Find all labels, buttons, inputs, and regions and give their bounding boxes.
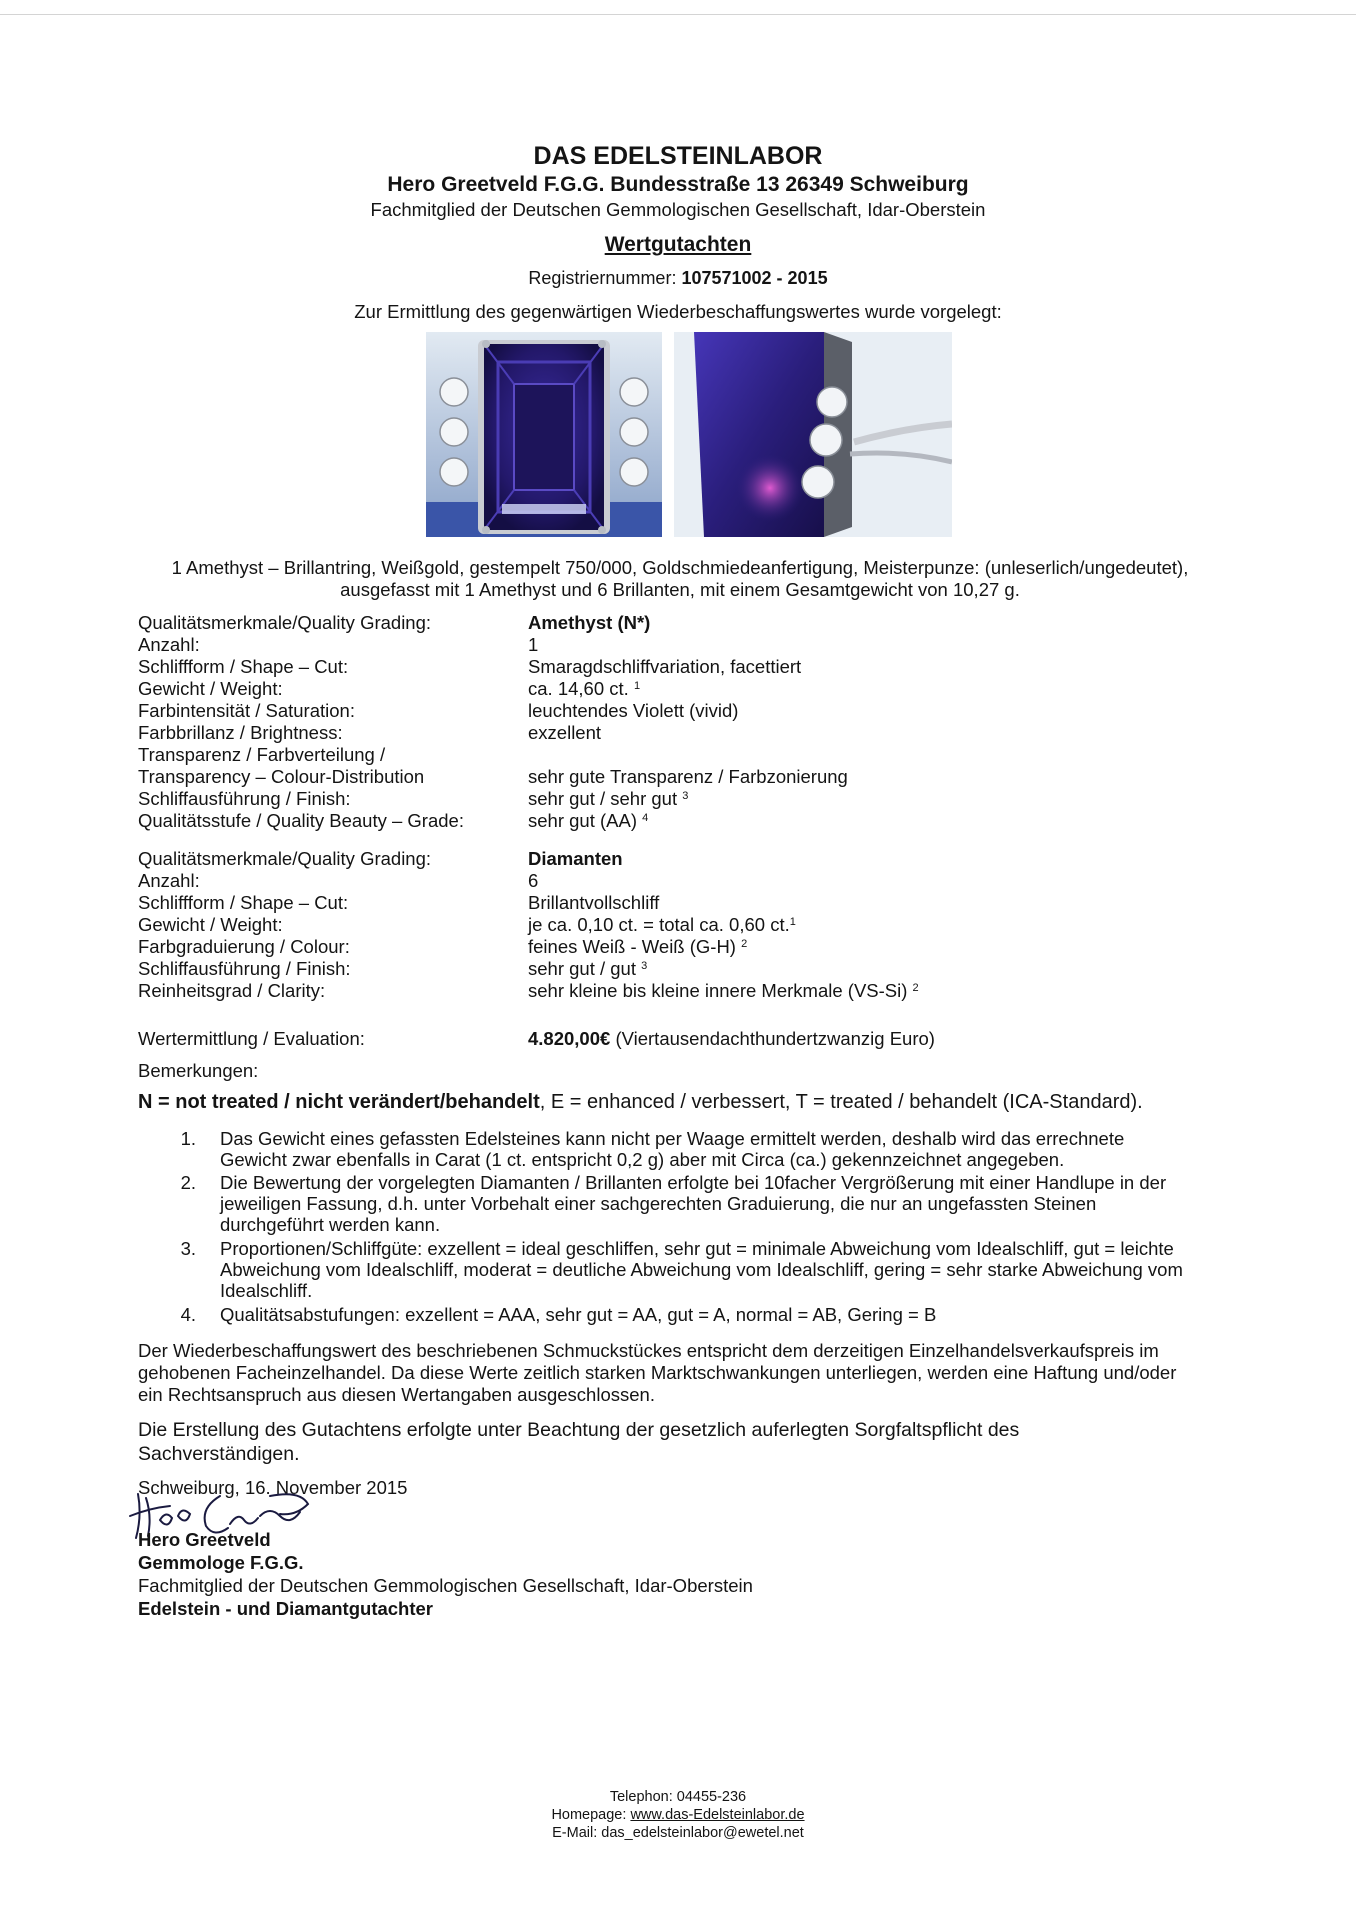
footer-email: E-Mail: das_edelsteinlabor@ewetel.net [552, 1825, 804, 1841]
lab-name: DAS EDELSTEINLABOR [533, 142, 823, 170]
signatory-membership: Fachmitglied der Deutschen Gemmologischen Gesellschaft, Idar-Oberstein [138, 1575, 753, 1596]
evaluation-words: (Viertausendachthundertzwanzig Euro) [615, 1028, 935, 1049]
footnote-3: 3. Proportionen/Schliffgüte: exzellent = ideal geschliffen, sehr gut = minimale Abweichung vom Idealschliff, gut = leichte Abweichung vom Idealschliff, moderat = deutliche Abweichung vom Idealschliff, gering = sehr starke Abweichung vom Idealschliff. [180, 1238, 1183, 1301]
document-type: Wertgutachten [604, 233, 752, 256]
remarks-label: Bemerkungen: [138, 1060, 259, 1081]
footer-phone: Telephon: 04455-236 [609, 1789, 747, 1805]
lab-membership: Fachmitglied der Deutschen Gemmologischen Gesellschaft, Idar-Oberstein [370, 199, 986, 220]
description-line-2: ausgefasst mit 1 Amethyst und 6 Brillanten, mit einem Gesamtgewicht von 10,27 g. [340, 579, 1020, 600]
amethyst-ring-top-image [426, 332, 662, 537]
evaluation-label: Wertermittlung / Evaluation: [138, 1028, 365, 1049]
disclaimer-paragraph: Der Wiederbeschaffungswert des beschriebenen Schmuckstückes entspricht dem derzeitigen Einzelhandelsverkaufspreis im gehobenen Facheinzelhandel. Da diese Werte zeitlich starken Marktschwankungen unterliegen, werden eine Haftung und/oder ein Rechtsanspruch aus diesen Wertangaben ausgeschlossen. [138, 1340, 1177, 1405]
place-date: Schweiburg, 16. November 2015 [138, 1477, 408, 1498]
footnote-4: 4. Qualitätsabstufungen: exzellent = AAA, sehr gut = AA, gut = A, normal = AB, Gering = B [180, 1304, 937, 1325]
intro-text: Zur Ermittlung des gegenwärtigen Wiederbeschaffungswertes wurde vorgelegt: [354, 301, 1002, 322]
treatment-legend: N = not treated / nicht verändert/behandelt, E = enhanced / verbessert, T = treated / behandelt (ICA-Standard). [138, 1091, 1143, 1113]
registration-label: Registriernummer: [528, 268, 682, 288]
top-rule [0, 14, 1356, 15]
signatory-details [138, 1528, 753, 1620]
description-line-1: 1 Amethyst – Brillantring, Weißgold, gestempelt 750/000, Goldschmiedeanfertigung, Meisterpunze: (unleserlich/ungedeutet), [171, 557, 1189, 578]
footnote-1: 1. Das Gewicht eines gefassten Edelsteines kann nicht per Waage ermittelt werden, deshalb wird das errechnete Gewicht zwar ebenfalls in Carat (1 ct. entspricht 0,2 g) aber mit Circa (ca.) gekennzeichnet angegeben. [180, 1128, 1125, 1170]
ring-photo-top [426, 332, 662, 537]
statement-paragraph: Die Erstellung des Gutachtens erfolgte unter Beachtung der gesetzlich auferlegten Sorgfaltspflicht des Sachverständigen. [138, 1419, 1020, 1465]
evaluation-amount: 4.820,00€ [528, 1028, 611, 1049]
registration-number [0, 268, 1356, 289]
footnote-2: 2. Die Bewertung der vorgelegten Diamanten / Brillanten erfolgte bei 10facher Vergrößerung mit einer Handlupe in der jeweiligen Fassung, d.h. unter Vorbehalt einer sachgerechten Graduierung, die nur an ungefassten Steinen durchgeführt werden kann. [180, 1172, 1167, 1235]
homepage-link[interactable]: www.das-Edelsteinlabor.de [630, 1807, 805, 1823]
lab-address: Hero Greetveld F.G.G. Bundesstraße 13 26349 Schweiburg [387, 173, 969, 196]
signatory-role: Edelstein - und Diamantgutachter [138, 1598, 434, 1619]
signatory-title: Gemmologe F.G.G. [138, 1552, 304, 1573]
ring-photo-side [674, 332, 952, 537]
registration-value: 107571002 - 2015 [681, 268, 828, 288]
amethyst-ring-side-image [674, 332, 952, 537]
item-description [130, 557, 1230, 601]
footer-homepage: Homepage: www.das-Edelsteinlabor.de [551, 1807, 805, 1823]
footer [0, 1788, 1356, 1842]
signatory-name: Hero Greetveld [138, 1529, 271, 1550]
